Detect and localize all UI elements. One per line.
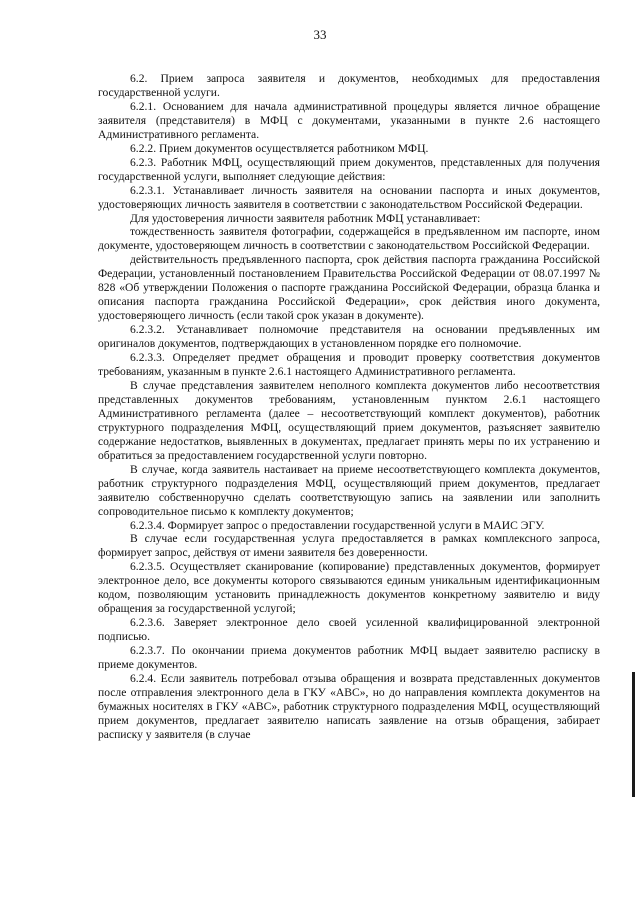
page-number: 33 — [313, 27, 327, 42]
paragraph-6-2: 6.2. Прием запроса заявителя и документов, необходимых для предоставления государственной услуги. — [98, 72, 600, 99]
paragraph-6-2-3-2: 6.2.3.2. Устанавливает полномочие представителя на основании предъявленных им оригиналов документов, подтверждающих в установленном порядке его полномочие. — [98, 323, 600, 351]
paragraph-6-2-3-6: 6.2.3.6. Заверяет электронное дело своей усиленной квалифицированной электронной подписью. — [98, 616, 600, 644]
paragraph-identity-photo: тождественность заявителя фотографии, содержащейся в предъявленном им паспорте, ином документе, удостоверяющем личность в соответствии с законодательством Российской Федерации. — [98, 225, 600, 253]
paragraph-complex-request: В случае если государственная услуга предоставляется в рамках комплексного запроса, формирует запрос, действуя от имени заявителя без доверенности. — [98, 532, 600, 560]
paragraph-6-2-3: 6.2.3. Работник МФЦ, осуществляющий прием документов, представленных для получения государственной услуги, выполняет следующие действия: — [98, 155, 600, 183]
paragraph-6-2-3-4: 6.2.3.4. Формирует запрос о предоставлении государственной услуги в МАИС ЭГУ. — [130, 518, 545, 532]
paragraph-6-2-4: 6.2.4. Если заявитель потребовал отзыва обращения и возврата представленных документов после отправления электронного дела в ГКУ «АВС», но до направления комплекта документов на бумажных носителях в ГКУ «АВС», работник структурного подразделения МФЦ, осуществляющий прием документов, предлагает заявителю написать заявление на отзыв обращения, забирает расписку у заявителя (в случае — [98, 671, 600, 741]
paragraph-6-2-3-5: 6.2.3.5. Осуществляет сканирование (копирование) представленных документов, формирует электронное дело, все документы которого связываются единым уникальным идентификационным кодом, позволяющим установить принадлежность документов конкретному заявителю и виду обращения за государственной услугой; — [98, 560, 600, 616]
paragraph-incomplete-set: В случае представления заявителем неполного комплекта документов либо несоответствия представленных документов требованиям, установленным пунктом 2.6.1 настоящего Административного регламента (далее – несоответствующий комплект документов), работник структурного подразделения МФЦ, осуществляющий прием документов, разъясняет заявителю содержание недостатков, выявленных в документах, предлагает принять меры по их устранению и обратиться за предоставлением государственной услуги повторно. — [98, 378, 600, 462]
paragraph-identity-intro: Для удостоверения личности заявителя работник МФЦ устанавливает: — [130, 211, 481, 225]
paragraph-6-2-3-3: 6.2.3.3. Определяет предмет обращения и проводит проверку соответствия документов требованиям, указанным в пункте 2.6.1 настоящего Административного регламента. — [98, 351, 600, 379]
paragraph-6-2-3-7: 6.2.3.7. По окончании приема документов работник МФЦ выдает заявителю расписку в приеме документов. — [98, 644, 600, 672]
paragraph-insists-acceptance: В случае, когда заявитель настаивает на приеме несоответствующего комплекта документов, работник структурного подразделения МФЦ, осуществляющий прием документов, предлагает заявителю собственноручно сделать соответствующую запись на заявлении или заполнить сопроводительное письмо к комплекту документов; — [98, 462, 600, 518]
scan-edge-mark — [632, 672, 635, 797]
paragraph-6-2-1: 6.2.1. Основанием для начала административной процедуры является личное обращение заявителя (представителя) в МФЦ с документами, указанными в пункте 2.6 настоящего Административного регламента. — [98, 99, 600, 141]
document-body — [98, 72, 600, 742]
paragraph-6-2-3-1: 6.2.3.1. Устанавливает личность заявителя на основании паспорта и иных документов, удостоверяющих личность заявителя в соответствии с законодательством Российской Федерации. — [98, 183, 600, 211]
paragraph-passport-validity: действительность предъявленного паспорта, срок действия паспорта гражданина Российской Федерации, установленный постановлением Правительства Российской Федерации от 08.07.1997 № 828 «Об утверждении Положения о паспорте гражданина Российской Федерации, образца бланка и описания паспорта гражданина Российской Федерации», срок действия иного документа, удостоверяющего личность (если такой срок указан в документе). — [98, 253, 600, 323]
paragraph-6-2-2: 6.2.2. Прием документов осуществляется работником МФЦ. — [130, 141, 429, 155]
